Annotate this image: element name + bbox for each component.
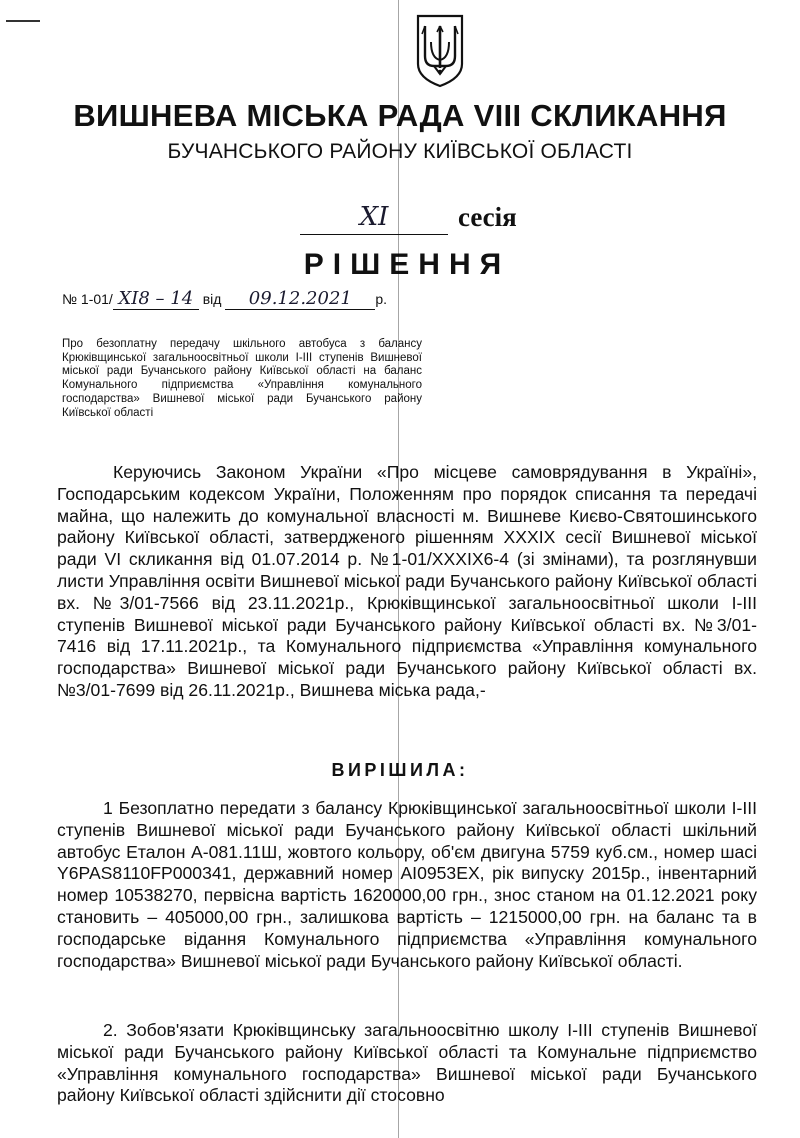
preamble-paragraph: Керуючись Законом України «Про місцеве самоврядування в Україні», Господарським кодексом України, Положенням про порядок списання та передачі майна, що належить до комунальної власності м. Вишневе Києво-Святошинського району Київської області, затвердженого рішенням XXXIX сесії Вишневої міської ради VI скликання від 01.07.2014 р. №1-01/XXXIX6-4 (зі змінами), та розглянувши листи Управління освіти Вишневої міської ради Бучанського району Київської області вх. №3/01-7566 від 23.11.2021р., Крюківщинської загальноосвітньої школи І-ІІІ ступенів Вишневої міської ради Бучанського району Київської області вх. №3/01-7416 від 17.11.2021р., та Комунального підприємства «Управління комунального господарства» Вишневої міської ради Бучанського району Київської області вх. №3/01-7699 від 26.11.2021р., Вишнева міська рада,- [57,462,757,700]
decision-number-row [62,288,387,312]
decision-date-handwritten: 09.12.2021 [225,288,375,310]
council-name: ВИШНЕВА МІСЬКА РАДА VIII СКЛИКАННЯ [73,98,727,133]
decision-subject: Про безоплатну передачу шкільного автобуса з балансу Крюківщинської загальноосвітньої школи І-ІІІ ступенів Вишневої міської ради Бучанського району Київської області на баланс Комунального підприємства «Управління комунального господарства» Вишневої міської ради Бучанського району Київської області [62,338,422,419]
decision-date-prefix: від [202,291,222,307]
session-line [300,202,560,238]
decision-date-suffix: р. [375,291,388,307]
trident-emblem-icon [414,12,466,88]
council-district: БУЧАНСЬКОГО РАЙОНУ КИЇВСЬКОЇ ОБЛАСТІ [167,140,633,163]
clause-1-paragraph: 1 Безоплатно передати з балансу Крюківщинської загальноосвітньої школи І-ІІІ ступенів Вишневої міської ради Бучанського району Київської області шкільний автобус Еталон А-081.11Ш, жовтого кольору, об'єм двигуна 5759 куб.см., номер шасі Y6PAS8110FP000341, державний номер АІ0953ЕХ, рік випуску 2015р., інвентарний номер 10538270, первісна вартість 1620000,00 грн., знос станом на 01.12.2021 року становить – 405000,00 грн., залишкова вартість – 1215000,00 грн. на баланс та в господарське відання Комунального підприємства «Управління комунального господарства» Вишневої міської ради Бучанського району Київської області. [57,798,757,971]
decision-title: РІШЕННЯ [303,248,511,281]
scan-corner-mark [6,20,40,22]
resolved-heading: ВИРІШИЛА: [331,760,469,780]
decision-number-prefix: № 1-01/ [62,291,113,307]
scan-fold-line [398,0,399,1138]
decision-number-handwritten: XI8 – 14 [113,288,199,310]
session-number-handwritten: XI [300,202,448,235]
clause-2-paragraph: 2. Зобов'язати Крюківщинську загальноосвітню школу І-ІІІ ступенів Вишневої міської ради Бучанського району Київської області та Комунальне підприємство «Управління комунального господарства» Вишневої міської ради Бучанського району Київської області здійснити дії стосовно [57,1020,757,1106]
session-label: сесія [458,202,517,232]
